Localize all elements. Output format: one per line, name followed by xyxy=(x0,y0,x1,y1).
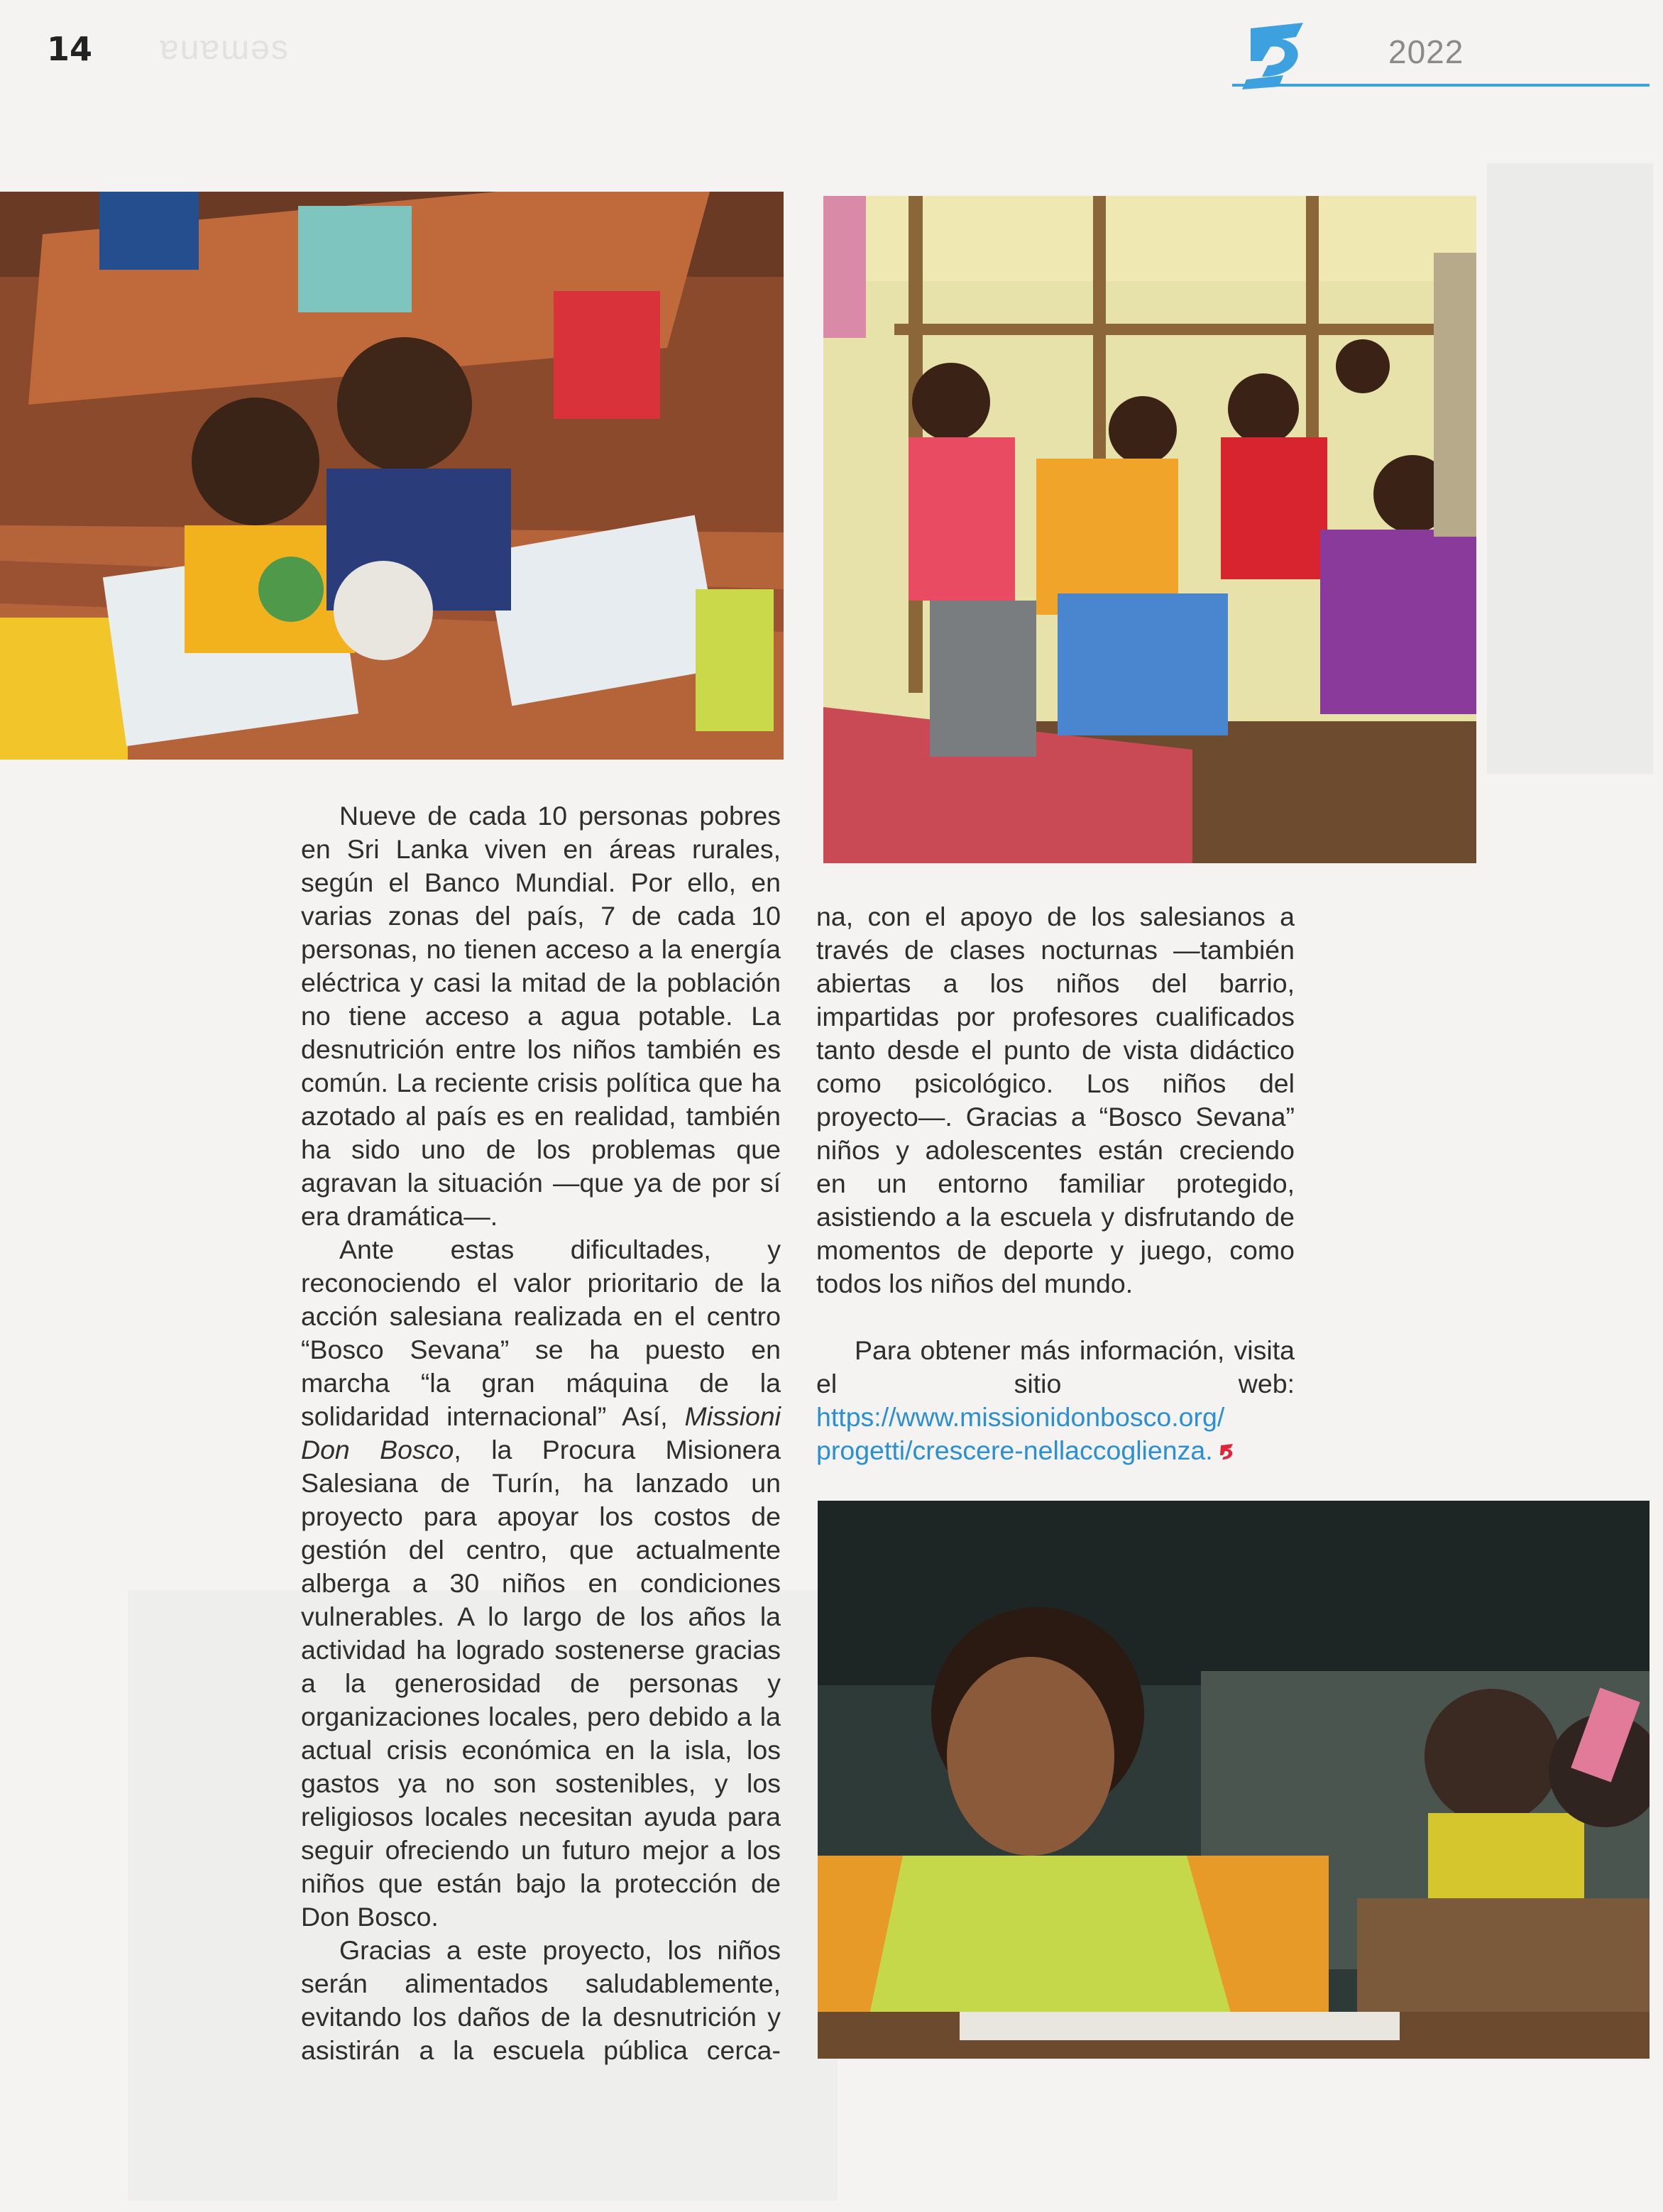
brand-logo-icon xyxy=(1241,20,1316,91)
article-paragraph: Gracias a este proyecto, los niños serán alimentados saludablemente, evitando los daños de la desnutrición y asistirán a la escuela pública cerca- xyxy=(301,1935,781,2065)
photo-group-of-boys xyxy=(823,196,1476,863)
article-paragraph xyxy=(816,1334,1295,1467)
photo-boy-writing xyxy=(818,1501,1650,2059)
article-paragraph: Nueve de cada 10 personas pobres en Sri Lanka viven en áreas rurales, según el Banco Mundial. Por ello, en varias zonas del país, 7 de cada 10 personas, no tienen acceso a la energía eléctrica y casi la mitad de la población no tiene acceso a agua potable. La desnutrición entre los niños también es común. La reciente crisis política que ha azotado al país es en realidad, también ha sido uno de los problemas que agravan la situación —que ya de por sí era dramática—. xyxy=(301,801,781,1231)
project-website-link[interactable]: https://www.missionidonbosco.org/ progetti/crescere-nellaccoglienza. xyxy=(816,1402,1225,1465)
end-mark-icon xyxy=(1219,1443,1236,1462)
article-column-right xyxy=(816,900,1295,1467)
header-rule xyxy=(1232,84,1650,87)
page-number: 14 xyxy=(47,30,93,68)
bleed-through-block xyxy=(1487,163,1653,774)
issue-year: 2022 xyxy=(1388,33,1464,70)
article-paragraph xyxy=(301,1233,781,1934)
article-text-span: , la Procura Misionera Salesiana de Turín, ha lanzado un proyecto para apoyar los costos de gestión del centro, que actualmente alberga a 30 niños en condiciones vulnerables. A lo largo de los años la actividad ha logrado sostenerse gracias a la generosidad de personas y organizaciones locales, pero debido a la actual crisis económica en la isla, los gastos ya no son sostenibles, y los religiosos locales necesitan ayuda para seguir ofreciendo un futuro mejor a los niños que están bajo la protección de Don Bosco. xyxy=(301,1435,781,1932)
article-text-span: Ante estas dificultades, y reconociendo el valor prioritario de la acción salesiana realizada en el centro “Bosco Sevana” se ha puesto en marcha “la gran máquina de la solidaridad internacional” Así, xyxy=(301,1234,781,1431)
article-text-span: Para obtener más información, visita el sitio web: xyxy=(816,1335,1295,1398)
bleed-through-text: ɐuɐɯǝs xyxy=(160,29,290,67)
publication-name: Missioni Don Bosco xyxy=(301,1401,781,1464)
photo-children-painting xyxy=(0,192,784,760)
article-paragraph: na, con el apoyo de los salesianos a través de clases nocturnas —también abiertas a los niños del barrio, impartidas por profesores cualificados tanto desde el punto de vista didáctico como psicológico. Los niños del proyecto—. Gracias a “Bosco Sevana” niños y adolescentes están creciendo en un entorno familiar protegido, asistiendo a la escuela y disfrutando de momentos de deporte y juego, como todos los niños del mundo. xyxy=(816,902,1295,1298)
article-column-left xyxy=(301,799,781,2067)
